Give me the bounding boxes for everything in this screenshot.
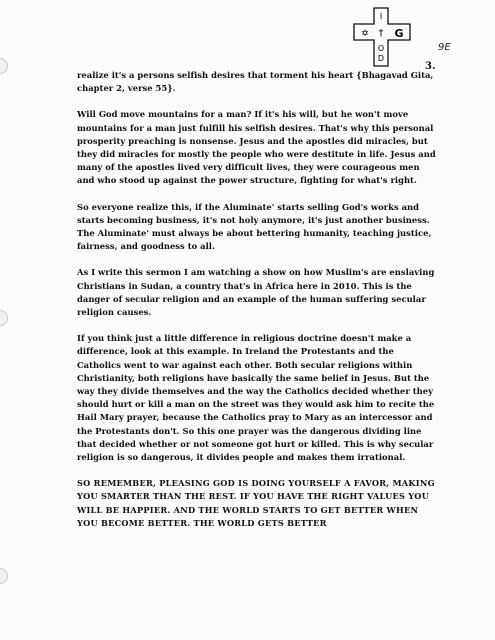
handwritten-note: 9E	[438, 42, 451, 53]
binder-hole	[0, 568, 8, 584]
paragraph-caps: SO REMEMBER, PLEASING GOD IS DOING YOURSELF A FAVOR, MAKING YOU SMARTER THAN THE REST. IF YOU HAVE THE RIGHT VALUES YOU WILL BE HAPPIER. AND THE WORLD STARTS TO GET BETTER WHEN YOU BECOME BETTER. THE WORLD GETS BETTER	[77, 478, 435, 528]
paragraph: Will God move mountains for a man? If it's his will, but he won't move mountains for a man just fulfill his selfish desires. That's why this personal prosperity preaching is nonsense. Jesus and the apostles did miracles, but they did miracles for mostly the people who were destitute in life. Jesus and many of the apostles lived very difficult lives, they were courageous men and who stood up against the power structure, fighting for what's right.	[77, 109, 436, 186]
logo-letter-right: G	[394, 27, 404, 40]
binder-hole	[0, 310, 8, 326]
binder-hole	[0, 58, 8, 74]
cross-logo-icon	[352, 6, 412, 68]
paragraph: realize it's a persons selfish desires that torment his heart {Bhagavad Gita, chapter 2, verse 55}.	[77, 70, 434, 94]
logo-cross: †	[378, 28, 384, 39]
body-text	[77, 69, 439, 543]
logo-letter-top: I	[379, 12, 383, 21]
paragraph: If you think just a little difference in religious doctrine doesn't make a difference, look at this example. In Ireland the Protestants and the Catholics went to war against each other. Both secular religions within Christianity, both religions have basically the same belief in Jesus. But the way they divide themselves and the way the Catholics decided whether they should hurt or kill a man on the street was they would ask him to recite the Hail Mary prayer, because the Catholics pray to Mary as an intercessor and the Protestants don't. So this one prayer was the dangerous dividing line that decided whether or not someone got hurt or killed. This is why secular religion is so dangerous, it divides people and makes them irrational.	[77, 333, 435, 463]
logo-star: ✡	[361, 29, 369, 39]
logo-letter-bottom-1: O	[377, 44, 385, 53]
paragraph: So everyone realize this, if the Aluminate' starts selling God's works and starts becoming business, it's not holy anymore, it's just another business. The Aluminate' must always be about bettering humanity, teaching justice, fairness, and goodness to all.	[77, 201, 432, 252]
page-number: 3.	[425, 61, 436, 72]
logo-letter-bottom-2: D	[377, 54, 385, 63]
paragraph: As I write this sermon I am watching a show on how Muslim's are enslaving Christians in Sudan, a country that's in Africa here in 2010. This is the danger of secular religion and an example of the human suffering secular religion causes.	[77, 267, 435, 318]
